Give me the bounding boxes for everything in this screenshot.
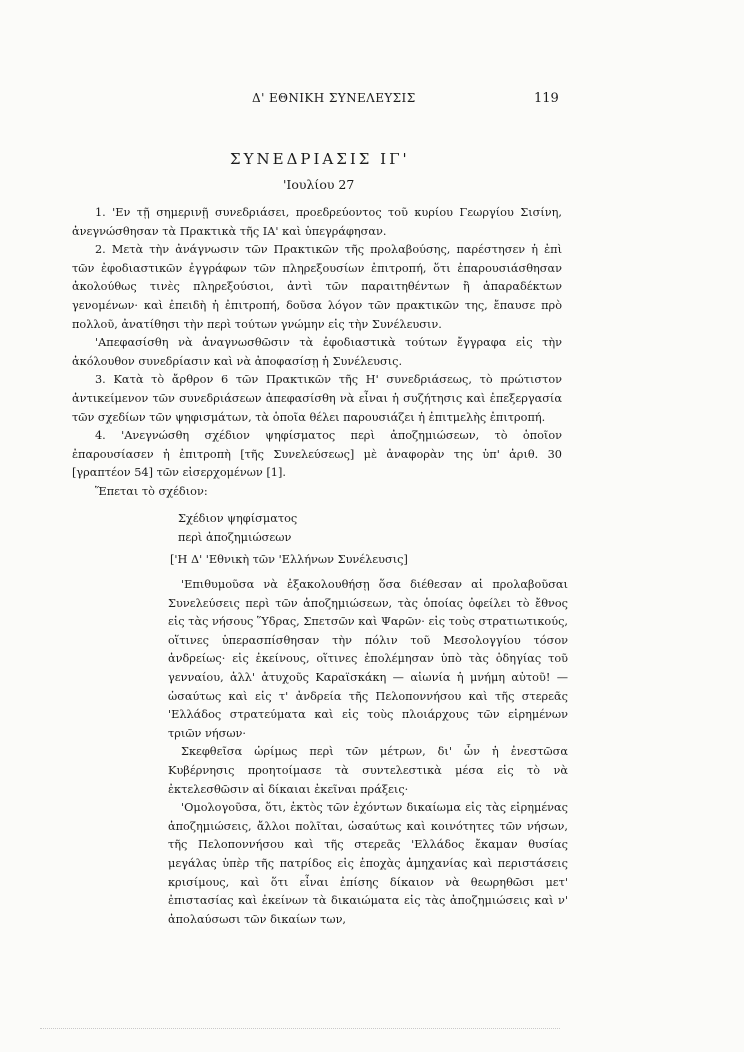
paragraph-follows: Ἕπεται τὸ σχέδιον:	[95, 484, 208, 498]
page-number: 119	[534, 91, 559, 106]
paragraph-1: 1. 'Εν τῇ σημερινῇ συνεδριάσει, προεδρεύοντος τοῦ κυρίου Γεωργίου Σισίνη, ἀνεγνώσθησαν τὰ Πρακτικὰ τῆς ΙΑ' καὶ ὑπεγράφησαν.	[72, 206, 562, 238]
session-date: 'Ιουλίου 27	[283, 177, 355, 192]
paragraph-decision: 'Απεφασίσθη νὰ ἀναγνωσθῶσιν τὰ ἐφοδιαστικὰ τούτων ἔγγραφα εἰς τὴν ἀκόλουθον συνεδρίασιν καὶ νὰ ἀποφασίσῃ ἡ Συνέλευσις.	[72, 336, 562, 368]
draft-heading-line-2: περὶ ἀποζημιώσεων	[178, 530, 292, 544]
decree-paragraph-3: 'Ομολογοῦσα, ὅτι, ἐκτὸς τῶν ἐχόντων δικαίωμα εἰς τὰς εἰρημένας ἀποζημιώσεις, ἄλλοι πολῖται, ὡσαύτως καὶ κοινότητες τῶν νήσων, τῆς Πελοποννήσου καὶ τῆς στερεᾶς 'Ελλάδος ἔκαμαν θυσίας μεγάλας ὑπὲρ τῆς πατρίδος εἰς ἐποχὰς ἀμηχανίας καὶ περιστάσεις κρισίμους, καὶ ὅτι εἶναι ἐπίσης δίκαιον νὰ θεωρηθῶσι μετ' ἐπιστασίας καὶ ἐκείνων τὰ δικαιώματα εἰς τὰς ἀποζημιώσεις καὶ ν' ἀπολαύσωσι τῶν δικαίων των,	[168, 801, 568, 926]
decree-body	[168, 576, 568, 929]
running-title: Δ' ΕΘΝΙΚΗ ΣΥΝΕΛΕΥΣΙΣ	[252, 91, 416, 105]
minutes-body	[72, 204, 562, 502]
page-bottom-speckle	[40, 1028, 560, 1031]
draft-heading	[178, 510, 298, 547]
running-head	[0, 91, 744, 109]
assembly-heading-block	[170, 551, 590, 570]
paragraph-4: 4. 'Ανεγνώσθη σχέδιον ψηφίσματος περὶ ἀποζημιώσεων, τὸ ὁποῖον ἐπαρουσίασεν ἡ ἐπιτροπὴ [τῆς Συνελεύσεως] μὲ ἀναφορὰν της ὑπ' ἀριθ. 30 [γραπτέον 54] τῶν εἰσερχομένων [1].	[72, 429, 562, 480]
paragraph-2: 2. Μετὰ τὴν ἀνάγνωσιν τῶν Πρακτικῶν τῆς προλαβούσης, παρέστησεν ἡ ἐπὶ τῶν ἐφοδιαστικῶν ἐγγράφων τῶν πληρεξουσίων ἐπιτροπή, ὅτι ἐπαρουσιάσθησαν ἀκολούθως τινὲς πληρεξούσιοι, ἀντὶ τῶν παραιτηθέντων ἢ ἀπαραδέκτων γενομένων· καὶ ἐπειδὴ ἡ ἐπιτροπή, δοῦσα λόγον τῶν πρακτικῶν της, ἔπαυσε πρὸ πολλοῦ, ἀνατίθησι τὴν περὶ τούτων γνώμην εἰς τὴν Συνέλευσιν.	[72, 243, 562, 331]
decree-paragraph-2: Σκεφθεῖσα ὡρίμως περὶ τῶν μέτρων, δι' ὧν ἡ ἐνεστῶσα Κυβέρνησις προητοίμασε τὰ συντελεστικὰ μέσα εἰς τὸ νὰ ἐκτελεσθῶσιν αἱ δίκαιαι ἐκεῖναι πράξεις·	[168, 745, 568, 796]
session-title: ΣΥΝΕΔΡΙΑΣΙΣ ΙΓ'	[230, 150, 410, 168]
draft-heading-line-1: Σχέδιον ψηφίσματος	[178, 512, 298, 525]
paragraph-3: 3. Κατὰ τὸ ἄρθρον 6 τῶν Πρακτικῶν τῆς Η' συνεδριάσεως, τὸ πρώτιστον ἀντικείμενον τῶν συνεδριάσεων ἀπεφασίσθη νὰ εἶναι ἡ συζήτησις καὶ ἐπεξεργασία τῶν σχεδίων τῶν ψηφισμάτων, τὰ ὁποῖα θέλει παρουσιάζει ἡ ἐπιτμελὴς ἐπιτροπή.	[72, 373, 562, 424]
assembly-heading: ['Η Δ' 'Εθνικὴ τῶν 'Ελλήνων Συνέλευσις]	[170, 553, 408, 566]
decree-paragraph-1: 'Επιθυμοῦσα νὰ ἐξακολουθήσῃ ὅσα διέθεσαν αἱ προλαβοῦσαι Συνελεύσεις περὶ τῶν ἀποζημιώσεων, τὰς ὁποίας ὀφείλει τὸ ἔθνος εἰς τὰς νήσους Ὕδρας, Σπετσῶν καὶ Ψαρῶν· εἰς τοὺς στρατιωτικούς, οἵτινες ὑπερασπίσθησαν τὴν πόλιν τοῦ Μεσολογγίου τόσον ἀνδρείως· εἰς ἐκείνους, οἵτινες ἐπολέμησαν ὑπὸ τὰς ὁδηγίας τοῦ γενναίου, ἀλλ' ἀτυχοῦς Καραϊσκάκη — αἰωνία ἡ μνήμη αὐτοῦ! — ὡσαύτως καὶ εἰς τ' ἀνδρεία τῆς Πελοποννήσου καὶ τῆς στερεᾶς 'Ελλάδος στρατεύματα καὶ εἰς τοὺς πλοιάρχους τῶν εἰρημένων τριῶν νήσων·	[168, 578, 568, 740]
